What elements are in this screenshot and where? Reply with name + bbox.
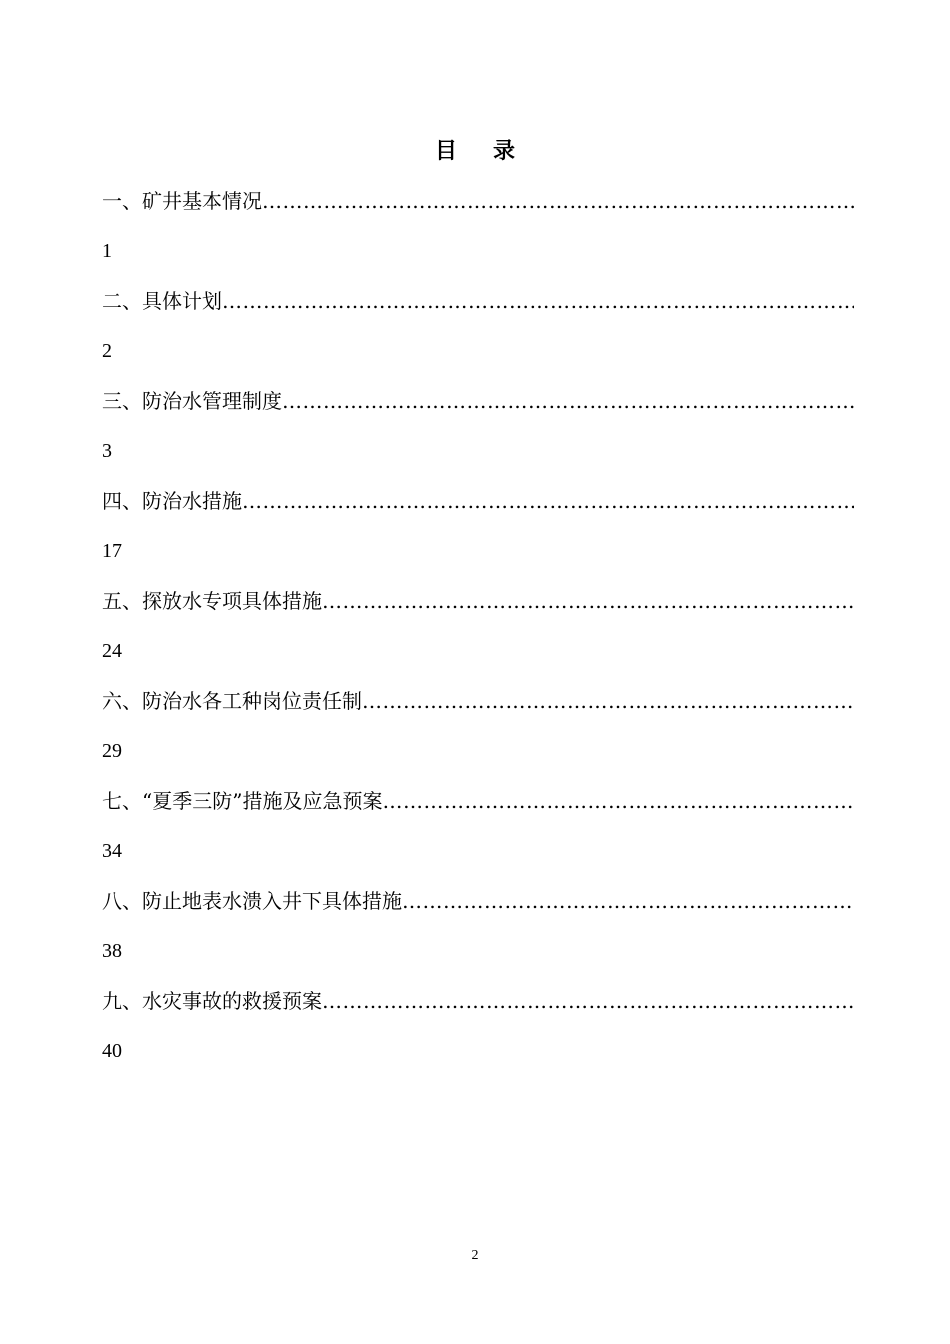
toc-list [102, 184, 854, 1084]
toc-entry-label: 七、“夏季三防”措施及应急预案 [102, 789, 383, 813]
toc-entry [102, 484, 854, 584]
page-number: 2 [471, 1248, 479, 1263]
toc-entry-label: 五、探放水专项具体措施 [102, 589, 322, 613]
toc-entry [102, 784, 854, 884]
toc-entry-label: 九、水灾事故的救援预案 [102, 989, 322, 1013]
toc-entry [102, 184, 854, 284]
toc-entry-label: 二、具体计划 [102, 289, 222, 313]
toc-leader-dots [242, 484, 854, 518]
toc-title: 目录 [434, 138, 551, 164]
toc-entry-page: 34 [102, 840, 122, 862]
toc-entry [102, 984, 854, 1084]
toc-entry-page: 3 [102, 440, 112, 462]
toc-leader-dots [222, 284, 854, 318]
toc-entry [102, 284, 854, 384]
toc-entry-page: 40 [102, 1040, 122, 1062]
toc-entry-page: 1 [102, 240, 112, 262]
toc-entry-label: 三、防治水管理制度 [102, 389, 282, 413]
toc-leader-dots [262, 184, 854, 218]
toc-entry-label: 四、防治水措施 [102, 489, 242, 513]
toc-entry [102, 684, 854, 784]
toc-leader-dots [382, 784, 854, 818]
toc-entry [102, 384, 854, 484]
toc-entry-label: 八、防止地表水溃入井下具体措施 [102, 889, 402, 913]
toc-entry-page: 17 [102, 540, 122, 562]
toc-leader-dots [402, 884, 854, 918]
toc-entry [102, 584, 854, 684]
toc-leader-dots [322, 584, 854, 618]
toc-leader-dots [362, 684, 854, 718]
toc-entry-page: 29 [102, 740, 122, 762]
toc-leader-dots [322, 984, 854, 1018]
toc-entry [102, 884, 854, 984]
toc-entry-page: 38 [102, 940, 122, 962]
toc-entry-page: 2 [102, 340, 112, 362]
toc-entry-label: 六、防治水各工种岗位责任制 [102, 689, 362, 713]
toc-leader-dots [282, 384, 854, 418]
toc-entry-label: 一、矿井基本情况 [102, 189, 262, 213]
toc-entry-page: 24 [102, 640, 122, 662]
